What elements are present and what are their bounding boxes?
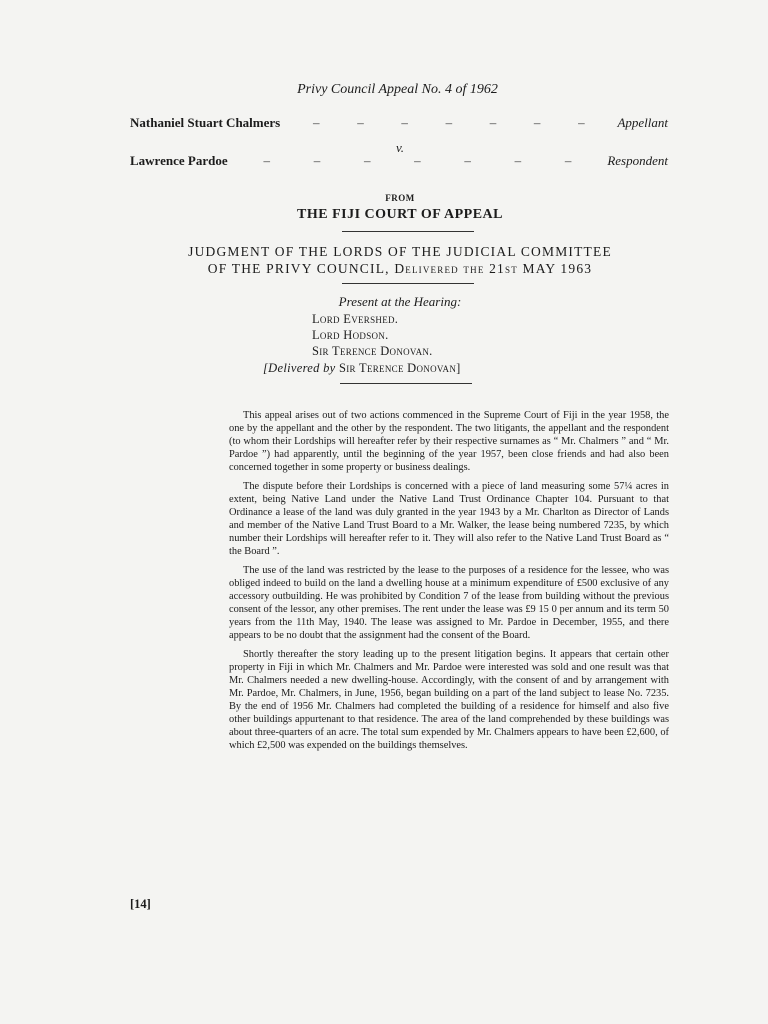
divider-rule (342, 231, 474, 232)
court-name: THE FIJI COURT OF APPEAL (297, 207, 503, 222)
member-donovan: Sir Terence Donovan. (312, 344, 433, 358)
present-heading: Present at the Hearing: (338, 294, 462, 309)
appellant-line (130, 115, 668, 131)
respondent-name: Lawrence Pardoe (130, 153, 228, 168)
judgment-heading (130, 243, 670, 277)
divider-rule (340, 383, 472, 384)
versus: v. (395, 140, 405, 155)
appellant-role: Appellant (617, 115, 668, 130)
judgment-body (229, 409, 669, 758)
divider-rule (342, 283, 474, 284)
member-evershed: Lord Evershed. (312, 312, 399, 326)
appellant-name: Nathaniel Stuart Chalmers (130, 115, 281, 130)
paragraph: This appeal arises out of two actions commenced in the Supreme Court of Fiji in the year 1958, the one by the appellant and the other by the respondent. The two litigants, the appellant and the respondent (to whom their Lordships will hereafter refer by their respective surnames as “ Mr. Chalmers ” and “ Mr. Pardoe ”) had apparently, until the beginning of the year 1957, been close friends and had also been concerned together in some property or business dealings. (229, 410, 669, 473)
delivered-suffix: ] (456, 361, 461, 375)
dash-leader: – – – – – – – (263, 153, 572, 168)
delivered-by-line (263, 361, 461, 376)
judgment-delivered: Delivered the 21st (394, 261, 518, 276)
respondent-role: Respondent (607, 153, 668, 168)
delivered-by-name: Sir Terence Donovan (338, 361, 457, 375)
judgment-date: MAY 1963 (522, 261, 593, 276)
paragraph: Shortly thereafter the story leading up to the present litigation begins. It appears that certain other property in Fiji in which Mr. Chalmers and Mr. Pardoe were interested was sold and one result was that Mr. Chalmers needed a new dwelling-house. Accordingly, with the consent of and by arrangement with Mr. Pardoe, Mr. Chalmers, in June, 1956, began building on a part of the land subject to lease No. 7235. By the end of 1956 Mr. Chalmers had completed the building of a residence for himself and also five other buildings appurtenant to that residence. The area of the land comprehended by these buildings was about three-quarters of an acre. The total sum expended by Mr. Chalmers appears to have been £2,600, of which £2,500 was expended on the buildings themselves. (229, 649, 669, 751)
from-label: FROM (385, 193, 415, 203)
paragraph: The dispute before their Lordships is concerned with a piece of land measuring some 57¼ acres in extent, being Native Land under the Native Land Trust Ordinance Chapter 104. Pursuant to that Ordinance a lease of the land was duly granted in the year 1943 by a Mr. Charlton as Director of Lands and member of the Native Land Trust Board to a Mr. Walker, the lease being numbered 7235, by which number their Lordships will hereafter refer to it. They will also refer to the Native Land Trust Board as “ the Board ”. (229, 481, 669, 557)
delivered-prefix: [Delivered by (263, 361, 336, 375)
paragraph: The use of the land was restricted by the lease to the purposes of a residence for the lessee, who was obliged indeed to build on the land a dwelling house at a minimum expenditure of £500 exclusive of any accessory outbuilding. He was prohibited by Condition 7 of the lease from building without the previous consent of the lessor, any other premises. The rent under the lease was £9 15 0 per annum and its term 50 years from the 11th May, 1940. The lease was assigned to Mr. Pardoe in December, 1955, and there appears to be no doubt that the assignment had the consent of the Board. (229, 565, 669, 641)
respondent-line (130, 153, 668, 169)
dash-leader: – – – – – – – (313, 115, 585, 130)
appeal-number: Privy Council Appeal No. 4 of 1962 (297, 82, 498, 97)
member-hodson: Lord Hodson. (312, 328, 389, 342)
folio-number: [14] (130, 897, 151, 911)
judgment-line-2 (130, 260, 670, 277)
judgment-line-1: JUDGMENT OF THE LORDS OF THE JUDICIAL COMMITTEE (188, 244, 612, 259)
judgment-privy-council: OF THE PRIVY COUNCIL, (207, 261, 390, 276)
